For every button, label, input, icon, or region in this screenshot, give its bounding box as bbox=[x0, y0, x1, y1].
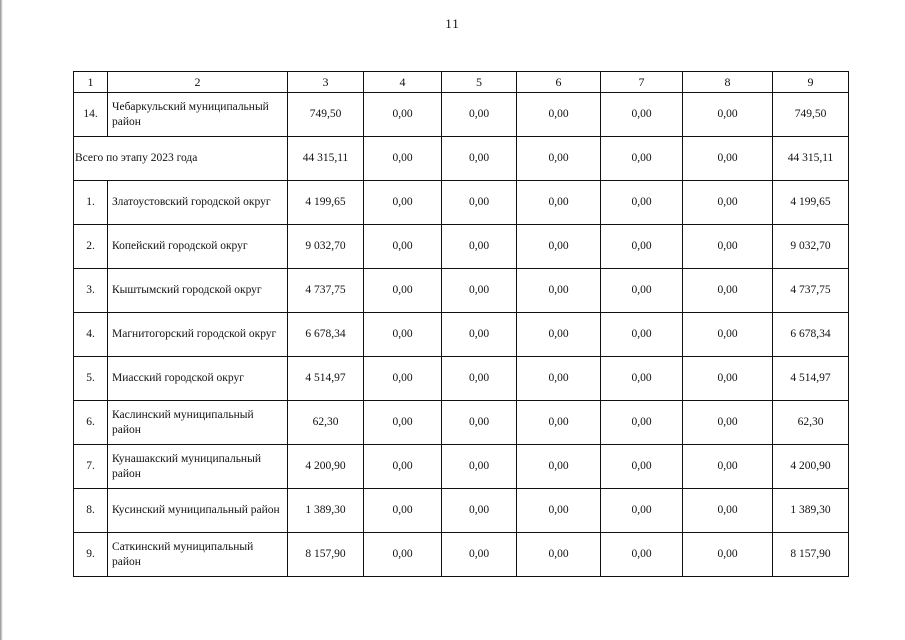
amount-cell: 6 678,34 bbox=[288, 313, 364, 357]
amount-cell: 62,30 bbox=[773, 401, 849, 445]
amount-cell: 0,00 bbox=[683, 269, 773, 313]
amount-cell: 0,00 bbox=[442, 489, 517, 533]
column-number: 9 bbox=[773, 72, 849, 93]
amount-cell: 0,00 bbox=[517, 269, 601, 313]
municipality-name: Миасский городской округ bbox=[108, 357, 288, 401]
amount-cell: 0,00 bbox=[517, 533, 601, 577]
amount-cell: 4 199,65 bbox=[288, 181, 364, 225]
amount-cell: 9 032,70 bbox=[773, 225, 849, 269]
table-row bbox=[74, 181, 849, 225]
row-number: 2. bbox=[74, 225, 108, 269]
municipality-name: Кыштымский городской округ bbox=[108, 269, 288, 313]
scan-edge bbox=[0, 0, 3, 640]
amount-cell: 1 389,30 bbox=[773, 489, 849, 533]
amount-cell: 0,00 bbox=[683, 489, 773, 533]
amount-cell: 0,00 bbox=[601, 225, 683, 269]
column-number: 2 bbox=[108, 72, 288, 93]
municipality-name: Копейский городской округ bbox=[108, 225, 288, 269]
amount-cell: 0,00 bbox=[683, 137, 773, 181]
amount-cell: 0,00 bbox=[364, 225, 442, 269]
amount-cell: 1 389,30 bbox=[288, 489, 364, 533]
column-number: 5 bbox=[442, 72, 517, 93]
table-row bbox=[74, 401, 849, 445]
amount-cell: 0,00 bbox=[364, 181, 442, 225]
municipality-name: Каслинский муниципальный район bbox=[108, 401, 288, 445]
amount-cell: 0,00 bbox=[517, 401, 601, 445]
row-number: 7. bbox=[74, 445, 108, 489]
amount-cell: 4 200,90 bbox=[773, 445, 849, 489]
amount-cell: 0,00 bbox=[517, 489, 601, 533]
amount-cell: 4 737,75 bbox=[773, 269, 849, 313]
municipality-name: Кунашакский муниципальный район bbox=[108, 445, 288, 489]
amount-cell: 0,00 bbox=[517, 313, 601, 357]
amount-cell: 0,00 bbox=[517, 445, 601, 489]
amount-cell: 0,00 bbox=[517, 225, 601, 269]
table-total-row bbox=[74, 137, 849, 181]
amount-cell: 0,00 bbox=[601, 445, 683, 489]
municipality-name: Златоустовский городской округ bbox=[108, 181, 288, 225]
municipality-name: Магнитогорский городской округ bbox=[108, 313, 288, 357]
amount-cell: 0,00 bbox=[601, 313, 683, 357]
column-number: 8 bbox=[683, 72, 773, 93]
row-number: 9. bbox=[74, 533, 108, 577]
table-row bbox=[74, 313, 849, 357]
amount-cell: 44 315,11 bbox=[773, 137, 849, 181]
amount-cell: 0,00 bbox=[517, 93, 601, 137]
amount-cell: 0,00 bbox=[364, 489, 442, 533]
amount-cell: 4 514,97 bbox=[773, 357, 849, 401]
amount-cell: 0,00 bbox=[442, 533, 517, 577]
amount-cell: 0,00 bbox=[517, 137, 601, 181]
amount-cell: 4 514,97 bbox=[288, 357, 364, 401]
amount-cell: 0,00 bbox=[442, 313, 517, 357]
table-row bbox=[74, 533, 849, 577]
amount-cell: 0,00 bbox=[601, 357, 683, 401]
amount-cell: 0,00 bbox=[601, 181, 683, 225]
amount-cell: 6 678,34 bbox=[773, 313, 849, 357]
municipality-name: Саткинский муниципальный район bbox=[108, 533, 288, 577]
amount-cell: 0,00 bbox=[364, 401, 442, 445]
amount-cell: 0,00 bbox=[601, 269, 683, 313]
column-number: 7 bbox=[601, 72, 683, 93]
amount-cell: 0,00 bbox=[442, 401, 517, 445]
total-label: Всего по этапу 2023 года bbox=[74, 137, 288, 181]
amount-cell: 0,00 bbox=[442, 357, 517, 401]
amount-cell: 0,00 bbox=[517, 357, 601, 401]
amount-cell: 44 315,11 bbox=[288, 137, 364, 181]
amount-cell: 0,00 bbox=[601, 533, 683, 577]
amount-cell: 0,00 bbox=[601, 137, 683, 181]
column-number: 6 bbox=[517, 72, 601, 93]
row-number: 4. bbox=[74, 313, 108, 357]
amount-cell: 0,00 bbox=[683, 401, 773, 445]
row-number: 6. bbox=[74, 401, 108, 445]
amount-cell: 0,00 bbox=[683, 445, 773, 489]
row-number: 8. bbox=[74, 489, 108, 533]
amount-cell: 749,50 bbox=[288, 93, 364, 137]
amount-cell: 0,00 bbox=[683, 533, 773, 577]
amount-cell: 4 199,65 bbox=[773, 181, 849, 225]
row-number: 14. bbox=[74, 93, 108, 137]
amount-cell: 0,00 bbox=[364, 357, 442, 401]
amount-cell: 8 157,90 bbox=[288, 533, 364, 577]
amount-cell: 0,00 bbox=[364, 533, 442, 577]
table-body bbox=[74, 72, 849, 577]
amount-cell: 0,00 bbox=[364, 93, 442, 137]
amount-cell: 0,00 bbox=[364, 445, 442, 489]
amount-cell: 8 157,90 bbox=[773, 533, 849, 577]
amount-cell: 0,00 bbox=[442, 93, 517, 137]
amount-cell: 0,00 bbox=[442, 137, 517, 181]
amount-cell: 4 737,75 bbox=[288, 269, 364, 313]
amount-cell: 0,00 bbox=[442, 269, 517, 313]
amount-cell: 9 032,70 bbox=[288, 225, 364, 269]
municipality-name: Кусинский муниципальный район bbox=[108, 489, 288, 533]
column-number: 1 bbox=[74, 72, 108, 93]
budget-table bbox=[73, 71, 849, 577]
amount-cell: 0,00 bbox=[364, 137, 442, 181]
amount-cell: 0,00 bbox=[601, 489, 683, 533]
table-row bbox=[74, 357, 849, 401]
table-row bbox=[74, 225, 849, 269]
amount-cell: 0,00 bbox=[442, 445, 517, 489]
table-row bbox=[74, 445, 849, 489]
amount-cell: 0,00 bbox=[517, 181, 601, 225]
table-row bbox=[74, 93, 849, 137]
amount-cell: 749,50 bbox=[773, 93, 849, 137]
column-number: 4 bbox=[364, 72, 442, 93]
amount-cell: 0,00 bbox=[683, 357, 773, 401]
row-number: 5. bbox=[74, 357, 108, 401]
amount-cell: 0,00 bbox=[442, 181, 517, 225]
table-row bbox=[74, 269, 849, 313]
row-number: 3. bbox=[74, 269, 108, 313]
page-number: 11 bbox=[445, 16, 460, 31]
amount-cell: 0,00 bbox=[364, 269, 442, 313]
amount-cell: 0,00 bbox=[442, 225, 517, 269]
amount-cell: 0,00 bbox=[601, 93, 683, 137]
amount-cell: 0,00 bbox=[683, 181, 773, 225]
row-number: 1. bbox=[74, 181, 108, 225]
amount-cell: 0,00 bbox=[683, 225, 773, 269]
amount-cell: 0,00 bbox=[683, 93, 773, 137]
amount-cell: 62,30 bbox=[288, 401, 364, 445]
amount-cell: 0,00 bbox=[364, 313, 442, 357]
table-row bbox=[74, 489, 849, 533]
column-number: 3 bbox=[288, 72, 364, 93]
municipality-name: Чебаркульский муниципальный район bbox=[108, 93, 288, 137]
amount-cell: 0,00 bbox=[683, 313, 773, 357]
column-number-row bbox=[74, 72, 849, 93]
amount-cell: 0,00 bbox=[601, 401, 683, 445]
amount-cell: 4 200,90 bbox=[288, 445, 364, 489]
